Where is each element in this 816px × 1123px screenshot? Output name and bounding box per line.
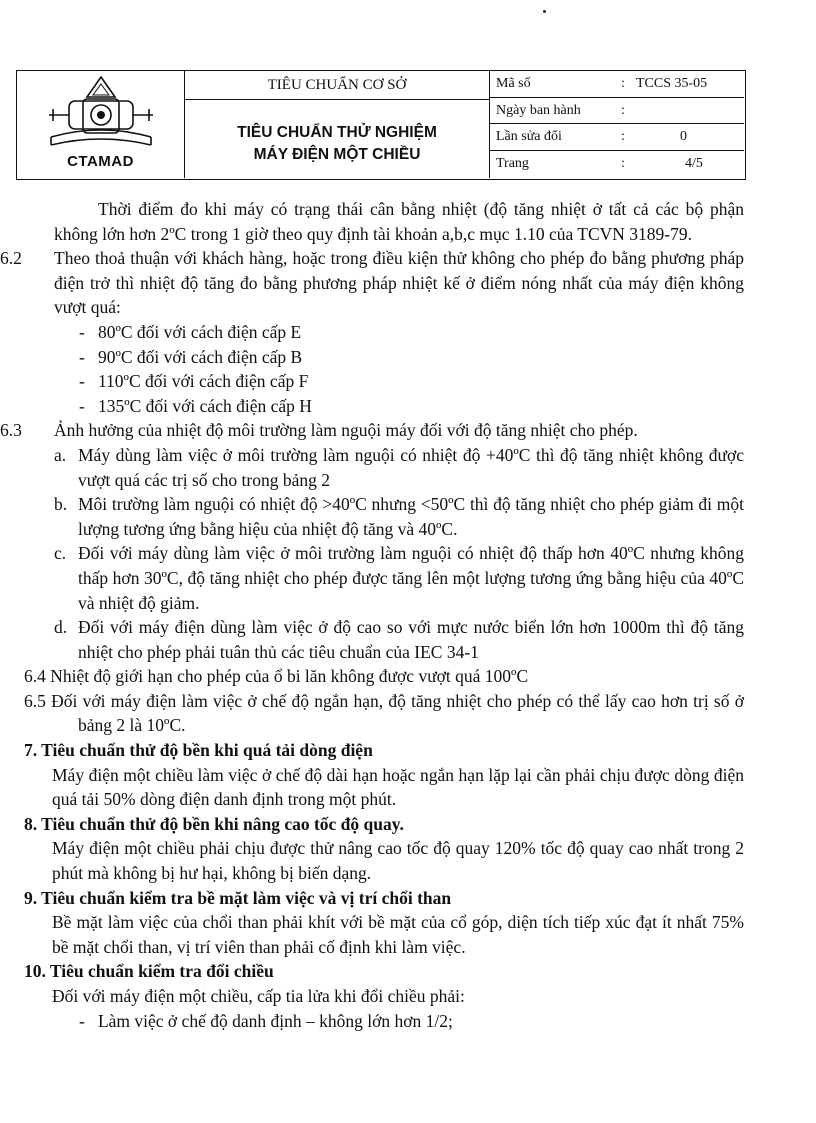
list-marker: b. — [54, 494, 68, 515]
list-marker: c. — [54, 543, 67, 564]
document-header-table — [16, 70, 746, 180]
section-6-3 — [0, 418, 816, 443]
info-colon: : — [621, 156, 625, 172]
list-item-text: 90ºC đối với cách điện cấp B — [97, 346, 303, 367]
list-item: - 135ºC đối với cách điện cấp H — [79, 395, 312, 416]
info-colon: : — [621, 102, 625, 118]
section-6-2 — [0, 246, 816, 320]
list-item-text: 135ºC đối với cách điện cấp H — [97, 395, 312, 416]
section-6-4 — [0, 664, 816, 689]
list-item-text: Máy dùng làm việc ở môi trường làm nguội có nhiệt độ +40ºC thì độ tăng nhiệt không được vượt quá các trị số cho trong bảng 2 — [78, 444, 744, 490]
title-cell — [185, 71, 490, 178]
info-label: Mã số — [496, 76, 531, 91]
section-text: Nhiệt độ giới hạn cho phép của ổ bi lăn không được vượt quá 100ºC — [50, 666, 529, 687]
section-text: Đối với máy điện làm việc ở chế độ ngắn hạn, độ tăng nhiệt cho phép có thể lấy cao hơn trị số ở bảng 2 là 10ºC. — [51, 690, 744, 736]
document-title-line2: MÁY ĐIỆN MỘT CHIỀU — [253, 146, 421, 163]
list-item-text: Môi trường làm nguội có nhiệt độ >40ºC nhưng <50ºC thì độ tăng nhiệt cho phép giảm đi một lượng tương ứng bằng hiệu của nhiệt độ tăng và 40ºC. — [78, 494, 744, 539]
list-marker: d. — [54, 617, 68, 638]
section-number: 6.4 — [24, 666, 46, 687]
info-label: Ngày ban hành — [496, 102, 581, 118]
section-7-text: Máy điện một chiều làm việc ở chế độ dài hạn hoặc ngắn hạn lặp lại cần phải chịu được dòng điện quá tải 50% dòng điện danh định trong một phút. — [52, 764, 744, 810]
section-8-text: Máy điện một chiều phải chịu được thử nâng cao tốc độ quay 120% tốc độ quay cao nhất trong 2 phút mà không bị hư hại, không bị biến dạng. — [52, 838, 744, 884]
intro-paragraph: Thời điểm đo khi máy có trạng thái cân bằng nhiệt (độ tăng nhiệt ở tất cả các bộ phận không lớn hơn 2ºC trong 1 giờ theo quy định tài khoản a,b,c mục 1.10 của TCVN 3189-79. — [54, 199, 744, 244]
list-item — [0, 443, 816, 492]
list-marker: a. — [54, 444, 67, 465]
section-number: 6.3 — [0, 420, 22, 441]
section-9-heading: 9. Tiêu chuẩn kiểm tra bề mặt làm việc và vị trí chổi than — [24, 887, 452, 908]
list-item: - 80ºC đối với cách điện cấp E — [79, 321, 302, 342]
document-body — [0, 197, 816, 1033]
info-row-code — [490, 71, 744, 98]
info-cell — [490, 71, 744, 178]
section-number: 6.2 — [0, 248, 22, 269]
list-item — [0, 541, 816, 615]
info-label: Trang — [496, 156, 529, 172]
section-9-text: Bề mặt làm việc của chổi than phải khít với bề mặt của cổ góp, diện tích tiếp xúc đạt ít nhất 75% bề mặt chổi than, vị trí viên than phải cố định khi làm việc. — [52, 912, 744, 957]
info-label: Lần sửa đổi — [496, 129, 562, 145]
logo-cell — [17, 71, 185, 178]
brand-name: CTAMAD — [67, 153, 134, 170]
info-row-issue-date — [490, 98, 744, 125]
list-item — [0, 492, 816, 541]
info-colon: : — [621, 129, 625, 145]
info-row-page — [490, 151, 744, 178]
list-item-text: Đối với máy điện dùng làm việc ở độ cao so với mực nước biển lớn hơn 1000m thì độ tăng nhiệt cho phép phải tuân thủ các tiêu chuẩn của IEC 34-1 — [78, 617, 744, 662]
info-colon: : — [621, 76, 625, 91]
section-10-text: Đối với máy điện một chiều, cấp tia lửa khi đổi chiều phải: — [52, 986, 465, 1006]
info-row-revision — [490, 124, 744, 151]
list-item-text: 80ºC đối với cách điện cấp E — [97, 321, 302, 342]
list-item-text: 110ºC đối với cách điện cấp F — [97, 371, 309, 392]
list-item: - 110ºC đối với cách điện cấp F — [79, 371, 309, 392]
info-value-code: TCCS 35-05 — [636, 76, 708, 91]
section-10-heading: 10. Tiêu chuẩn kiểm tra đổi chiều — [24, 961, 274, 982]
list-item: - 90ºC đối với cách điện cấp B — [79, 346, 303, 367]
section-text: Ảnh hưởng của nhiệt độ môi trường làm nguội máy đối với độ tăng nhiệt cho phép. — [54, 420, 638, 441]
info-value-page: 4/5 — [685, 156, 703, 172]
section-text: Theo thoả thuận với khách hàng, hoặc trong điều kiện thử không cho phép đo bằng phương pháp điện trở thì nhiệt độ tăng đo bằng phương pháp nhiệt kế ở điểm nóng nhất của máy điện không vượt quá: — [54, 248, 744, 318]
section-7-heading: 7. Tiêu chuẩn thử độ bền khi quá tải dòng điện — [24, 740, 373, 761]
ctamad-logo-icon — [39, 75, 163, 155]
standard-type: TIÊU CHUẨN CƠ SỞ — [185, 71, 489, 100]
list-item: - Làm việc ở chế độ danh định – không lớn hơn 1/2; — [79, 1010, 453, 1031]
document-title — [185, 100, 489, 166]
section-6-5 — [0, 689, 816, 738]
list-item-text: Đối với máy dùng làm việc ở môi trường làm nguội có nhiệt độ thấp hơn 40ºC nhưng không thấp hơn 30ºC, độ tăng nhiệt cho phép được tăng lên một lượng tương ứng bằng hiệu của 40ºC và nhiệt độ giảm. — [78, 543, 744, 613]
list-item-text: Làm việc ở chế độ danh định – không lớn hơn 1/2; — [97, 1010, 453, 1031]
list-item — [0, 615, 816, 664]
section-number: 6.5 — [24, 690, 46, 711]
info-value-revision: 0 — [680, 129, 687, 145]
document-title-line1: TIÊU CHUẨN THỬ NGHIỆM — [237, 124, 437, 141]
scan-speck — [543, 10, 546, 13]
section-8-heading: 8. Tiêu chuẩn thử độ bền khi nâng cao tốc độ quay. — [24, 813, 404, 834]
